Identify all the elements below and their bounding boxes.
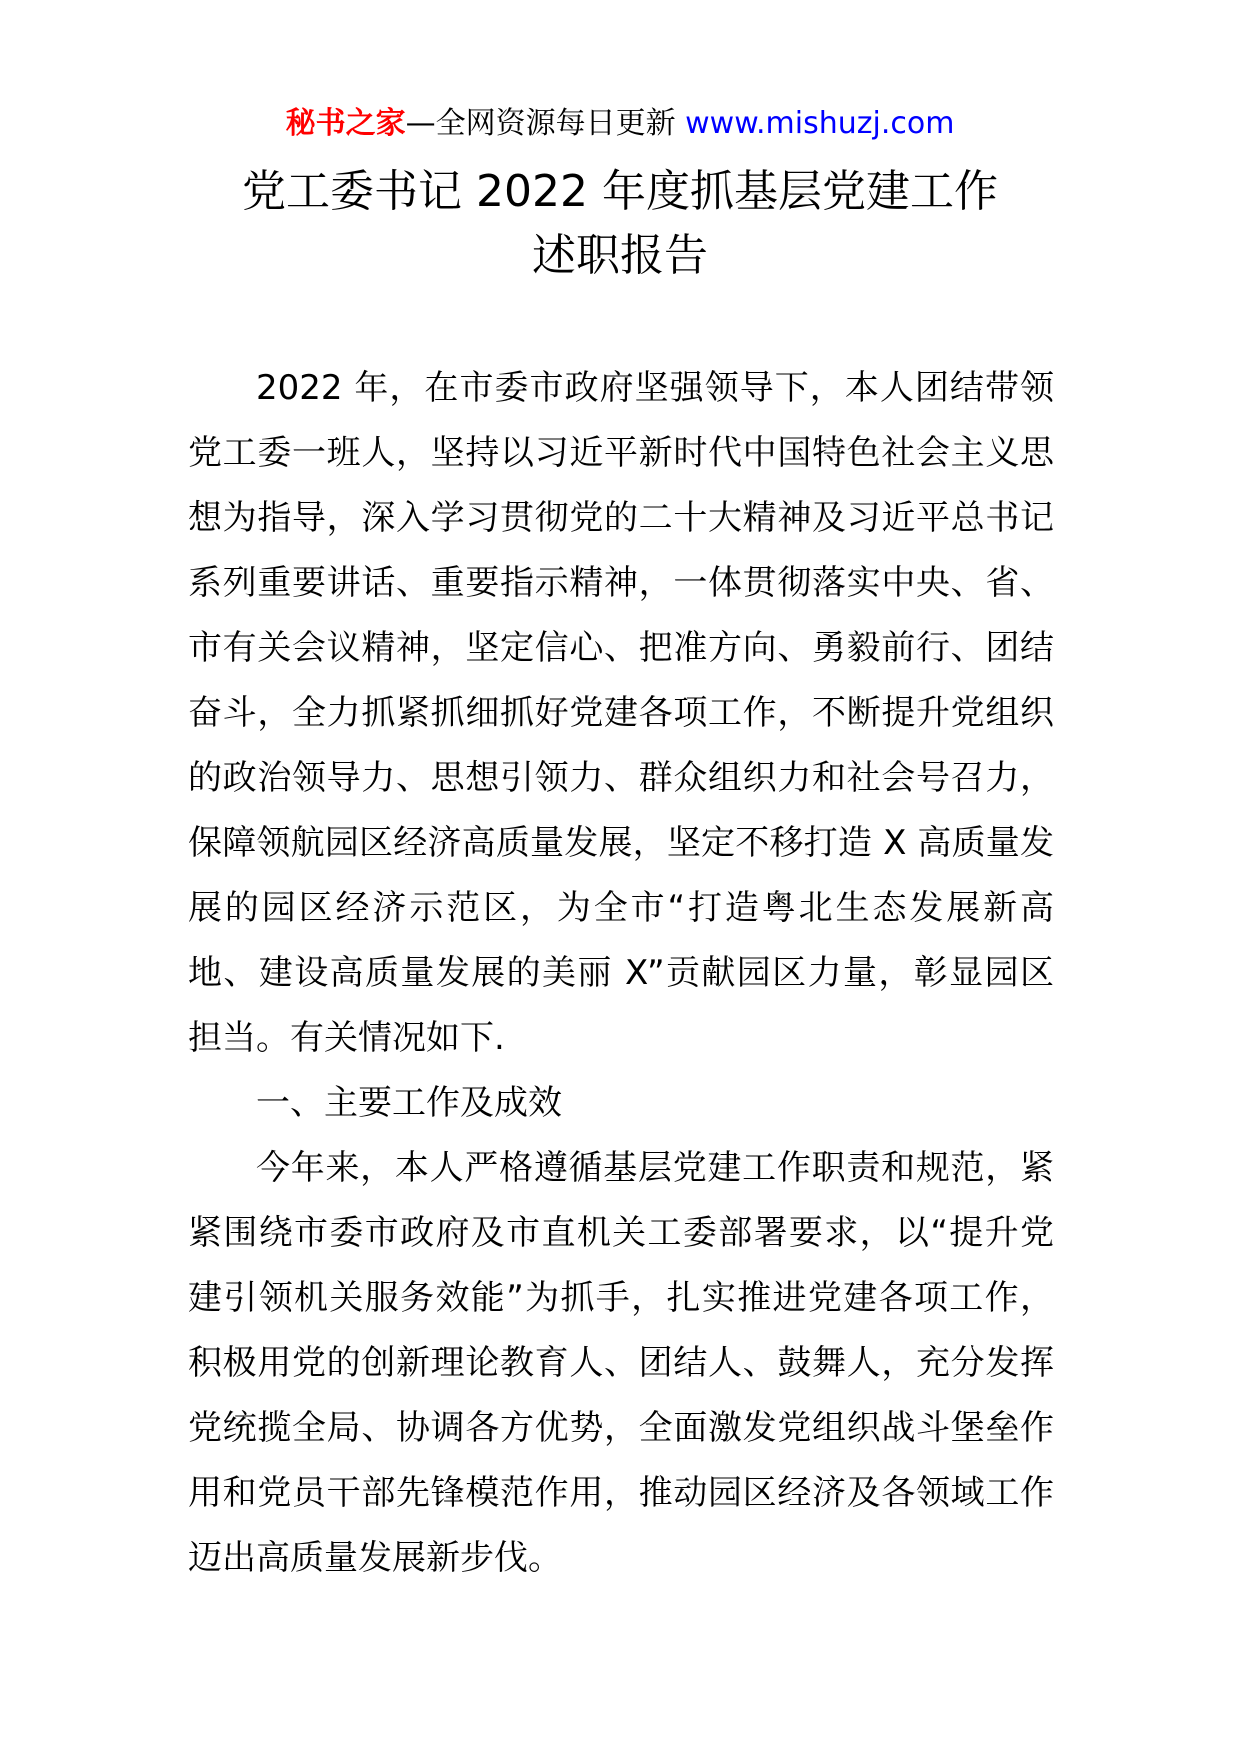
title-line-2: 述职报告 bbox=[532, 230, 708, 281]
document-title bbox=[0, 160, 1240, 288]
brand-name: 秘书之家 bbox=[285, 106, 406, 141]
watermark-header bbox=[0, 100, 1240, 148]
header-tagline: —全网资源每日更新 bbox=[405, 106, 676, 141]
site-url[interactable]: www.mishuzj.com bbox=[685, 106, 955, 141]
document-body bbox=[188, 356, 1054, 1591]
title-line-1: 党工委书记 2022 年度抓基层党建工作 bbox=[242, 166, 998, 217]
paragraph-intro: 2022 年，在市委市政府坚强领导下，本人团结带领党工委一班人，坚持以习近平新时代中国特色社会主义思想为指导，深入学习贯彻党的二十大精神及习近平总书记系列重要讲话、重要指示精神，一体贯彻落实中央、省、市有关会议精神，坚定信心、把准方向、勇毅前行、团结奋斗，全力抓紧抓细抓好党建各项工作，不断提升党组织的政治领导力、思想引领力、群众组织力和社会号召力，保障领航园区经济高质量发展，坚定不移打造 X 高质量发展的园区经济示范区，为全市“打造粤北生态发展新高地、建设高质量发展的美丽 X”贡献园区力量，彰显园区担当。有关情况如下. bbox=[188, 368, 1054, 1058]
section-heading: 一、主要工作及成效 bbox=[256, 1083, 562, 1123]
paragraph-main-work: 今年来，本人严格遵循基层党建工作职责和规范，紧紧围绕市委市政府及市直机关工委部署要求，以“提升党建引领机关服务效能”为抓手，扎实推进党建各项工作，积极用党的创新理论教育人、团结人、鼓舞人，充分发挥党统揽全局、协调各方优势，全面激发党组织战斗堡垒作用和党员干部先锋模范作用，推动园区经济及各领域工作迈出高质量发展新步伐。 bbox=[188, 1148, 1054, 1578]
